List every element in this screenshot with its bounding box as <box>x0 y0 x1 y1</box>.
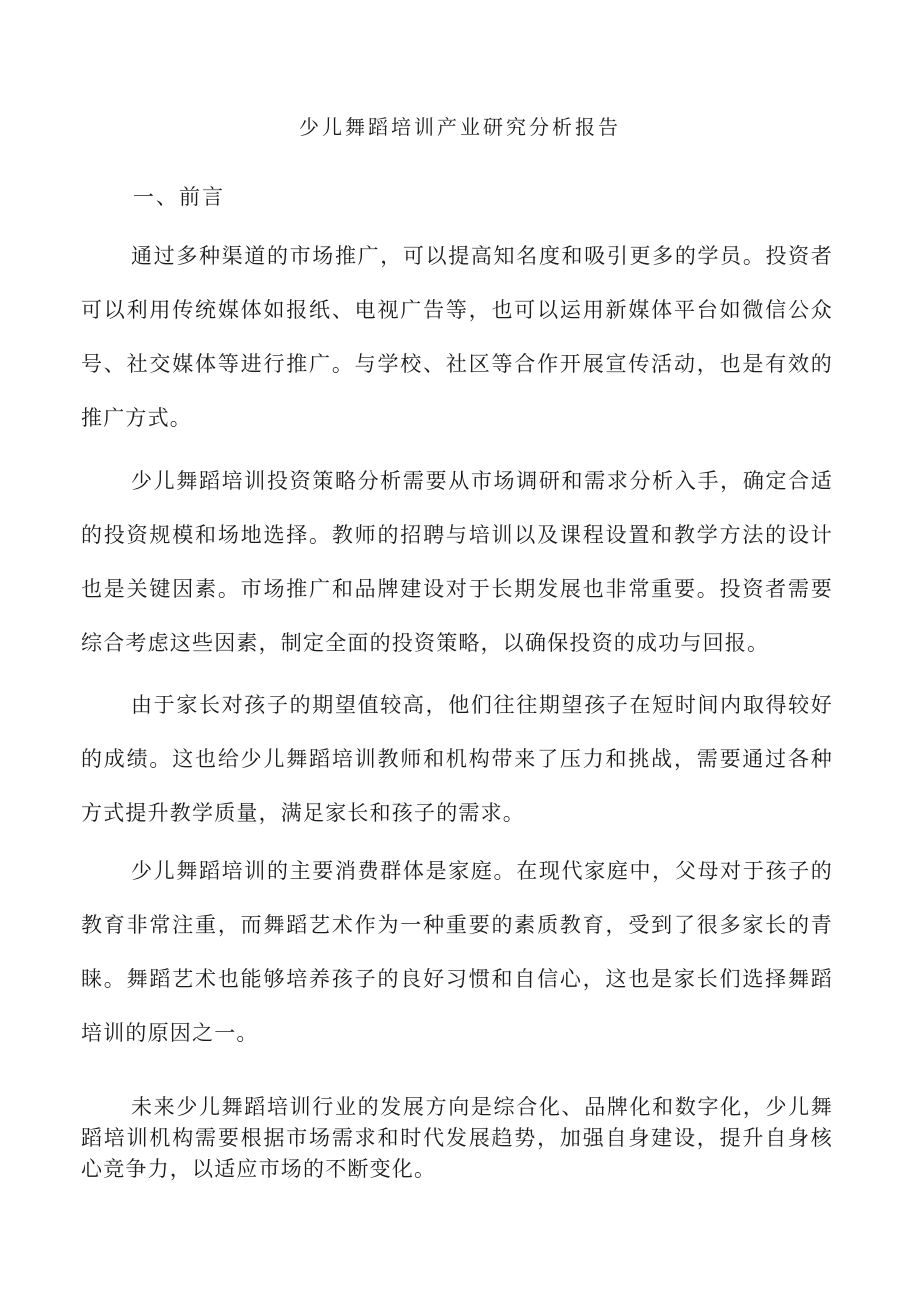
section-heading: 一、前言 <box>133 185 225 209</box>
paragraph: 通过多种渠道的市场推广，可以提高知名度和吸引更多的学员。投资者可以利用传统媒体如报纸、电视广告等，也可以运用新媒体平台如微信公众号、社交媒体等进行推广。与学校、社区等合作开展宣传活动，也是有效的推广方式。 <box>81 244 833 430</box>
paragraph: 由于家长对孩子的期望值较高，他们往往期望孩子在短时间内取得较好的成绩。这也给少儿舞蹈培训教师和机构带来了压力和挑战，需要通过各种方式提升教学质量，满足家长和孩子的需求。 <box>81 693 833 825</box>
paragraph: 少儿舞蹈培训投资策略分析需要从市场调研和需求分析入手，确定合适的投资规模和场地选择。教师的招聘与培训以及课程设置和教学方法的设计也是关键因素。市场推广和品牌建设对于长期发展也非常重要。投资者需要综合考虑这些因素，制定全面的投资策略，以确保投资的成功与回报。 <box>81 469 833 655</box>
paragraph: 少儿舞蹈培训的主要消费群体是家庭。在现代家庭中，父母对于孩子的教育非常注重，而舞蹈艺术作为一种重要的素质教育，受到了很多家长的青睐。舞蹈艺术也能够培养孩子的良好习惯和自信心，这也是家长们选择舞蹈培训的原因之一。 <box>81 859 833 1045</box>
document-title: 少儿舞蹈培训产业研究分析报告 <box>299 115 621 139</box>
paragraph: 未来少儿舞蹈培训行业的发展方向是综合化、品牌化和数字化，少儿舞蹈培训机构需要根据市场需求和时代发展趋势，加强自身建设，提升自身核心竞争力，以适应市场的不断变化。 <box>81 1095 833 1181</box>
